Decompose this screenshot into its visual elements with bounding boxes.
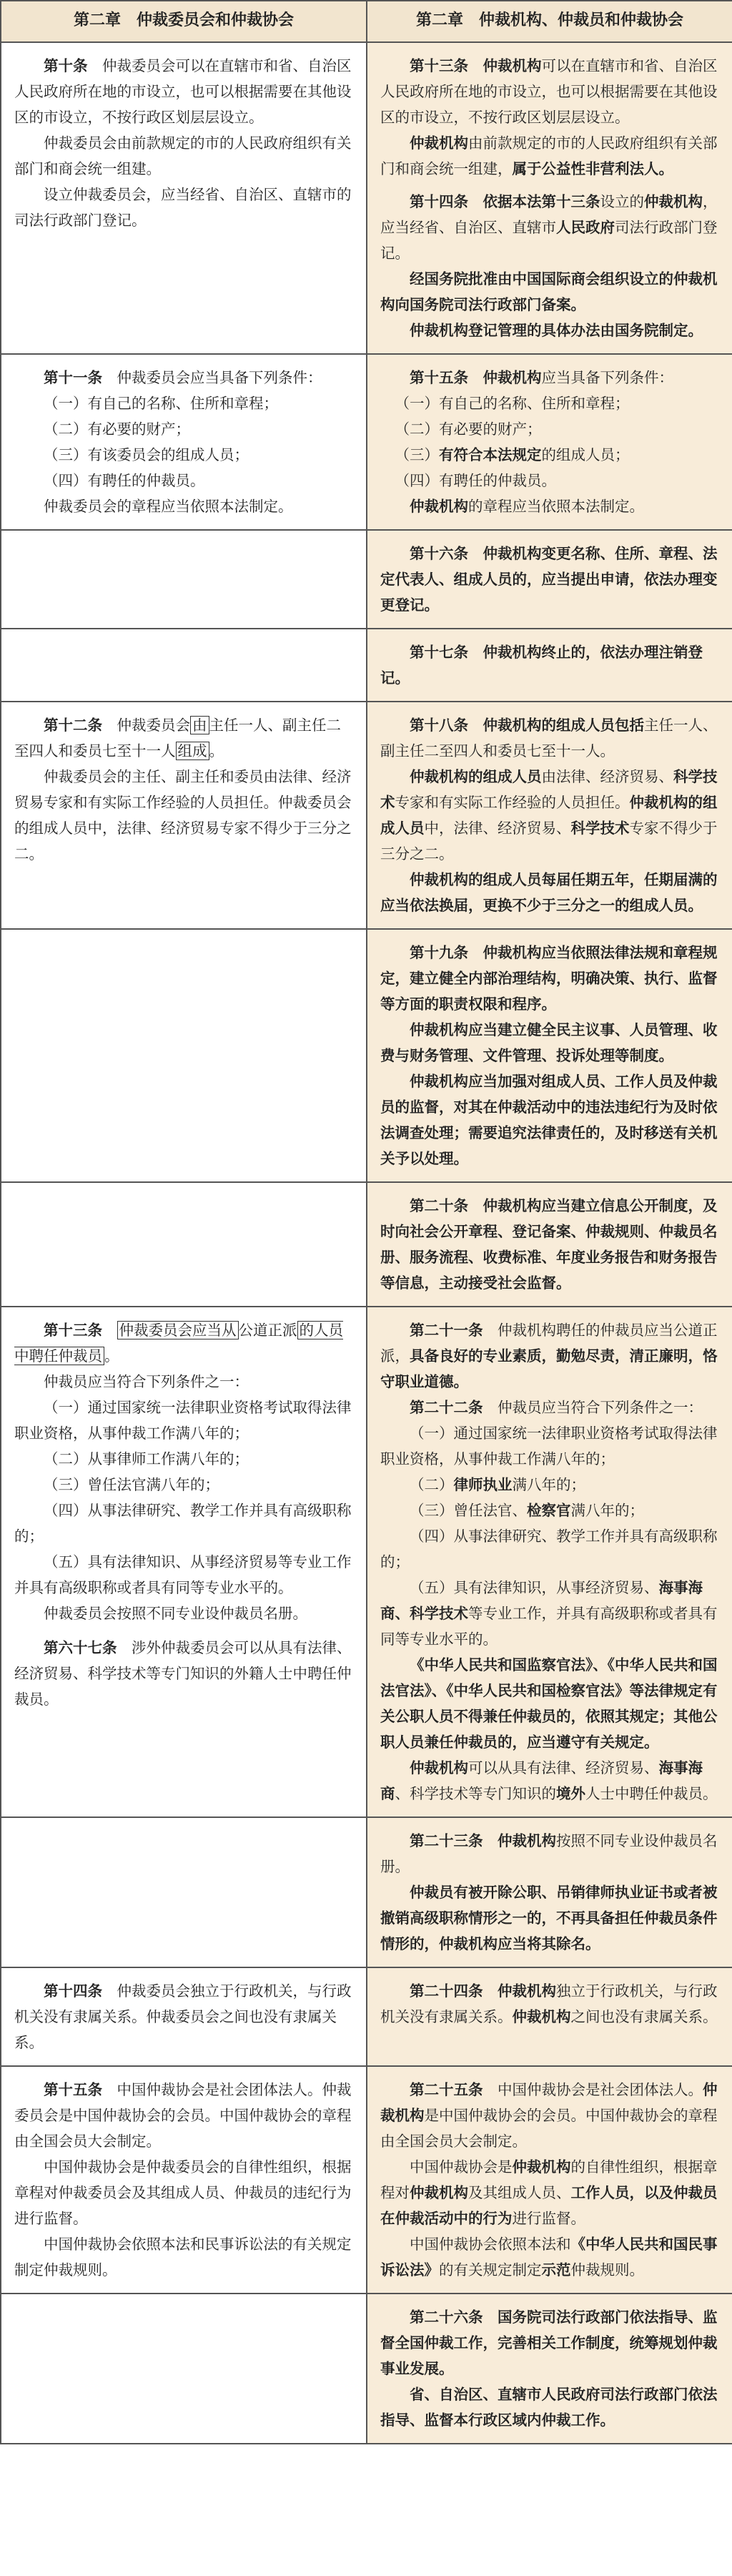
bold-text: 仲裁机构的组成人员: [410, 768, 542, 785]
article-text: 仲裁委员会: [117, 717, 190, 734]
article-text: 仲裁规则。: [570, 2261, 644, 2278]
paragraph: 经国务院批准由中国国际商会组织设立的仲裁机构向国务院司法行政部门备案。: [380, 270, 718, 313]
bold-text: 有符合本法规定: [439, 446, 542, 463]
article-number: 第二十六条: [410, 2309, 483, 2326]
item-text: （五）具有法律知识，从事经济贸易、: [410, 1579, 659, 1596]
article-number: 第二十四条: [410, 1982, 483, 2000]
article-number: 第十五条: [44, 2081, 102, 2098]
deleted-mark: 由: [190, 716, 209, 734]
item-text: 等专业工作，并具有高级职称或者具有同等专业水平的。: [380, 1605, 718, 1648]
paragraph: 中国仲裁协会依照本法和民事诉讼法的有关规定制定仲裁规则。: [14, 2236, 352, 2278]
paragraph: 仲裁委员会按照不同专业设仲裁员名册。: [44, 1605, 307, 1622]
article-text: 仲裁委员会独立于行政机关，与行政机关没有隶属关系。仲裁委员会之间也没有隶属关系。: [14, 1982, 352, 2051]
bold-text: 仲裁机构: [498, 1832, 556, 1849]
bold-text: 仲裁机构的组成人员包括: [483, 717, 644, 734]
old-text-cell: [1, 354, 367, 530]
paragraph: [14, 53, 355, 130]
bold-text: 仲裁机构: [410, 134, 468, 152]
item-text: （二）: [410, 1476, 454, 1493]
article-text: 人士中聘任仲裁员。: [585, 1785, 718, 1802]
paragraph: [380, 764, 721, 867]
article-text: 按照不同专业设仲裁员名册。: [380, 1832, 718, 1875]
article-number: 第十八条: [410, 717, 468, 734]
bold-text: 依据本法第十三条: [483, 193, 600, 210]
list-item: （四）从事法律研究、教学工作并具有高级职称的；: [14, 1502, 352, 1545]
bold-text: 境外: [556, 1785, 585, 1802]
bold-text: 海事海商: [380, 1759, 703, 1802]
bold-text: 人民政府: [556, 219, 615, 236]
paragraph: [380, 541, 721, 618]
old-text-cell-empty: [1, 1817, 367, 1967]
new-text-cell: [367, 629, 732, 702]
paragraph: [380, 1395, 721, 1420]
old-text-cell: [1, 702, 367, 929]
article-text: 仲裁机构终止的，依法办理注销登记。: [380, 644, 703, 687]
article-text: 及其组成人员、: [468, 2184, 571, 2201]
paragraph: 仲裁员有被开除公职、吊销律师执业证书或者被撤销高级职称情形之一的，不再具备担任仲裁员条件情形的，仲裁机构应当将其除名。: [380, 1884, 718, 1952]
article-text: 。: [104, 1347, 119, 1365]
paragraph: 仲裁机构应当建立健全民主议事、人员管理、收费与财务管理、文件管理、投诉处理等制度。: [380, 1021, 718, 1064]
article-text: 专家和有实际工作经验的人员担任。: [395, 794, 630, 811]
article-number: 第十六条: [410, 545, 468, 562]
new-text-cell: [367, 1967, 732, 2066]
bold-text: 仲裁机构: [644, 193, 703, 210]
old-text-cell-empty: [1, 2294, 367, 2444]
new-text-cell: [367, 1817, 732, 1967]
old-text-cell: [1, 1307, 367, 1817]
table-row: [1, 1817, 732, 1967]
article-text: 仲裁员应当符合下列条件之一：: [498, 1399, 703, 1416]
list-item: [380, 1472, 721, 1498]
paragraph: [14, 1317, 355, 1369]
article-number: 第二十二条: [410, 1399, 483, 1416]
new-text-cell: [367, 1182, 732, 1307]
bold-text: 示范: [541, 2261, 571, 2278]
list-item: （五）具有法律知识、从事经济贸易等专业工作并具有高级职称或者具有同等专业水平的。: [14, 1553, 352, 1596]
article-text: 仲裁机构聘任的仲裁员应当公道正派，: [380, 1322, 718, 1365]
article-text: 设立的: [600, 193, 644, 210]
article-number: 第十五条: [410, 369, 468, 386]
bold-text: 仲裁机构: [483, 369, 542, 386]
table-row: [1, 1307, 732, 1817]
bold-text: 科学技术: [380, 768, 718, 811]
article-text: 中国仲裁协会是社会团体法人。: [498, 2081, 703, 2098]
article-text: 国务院司法行政部门依法指导、监督全国仲裁工作，完善相关工作制度，统筹规划仲裁事业发展。: [380, 2309, 718, 2377]
article-text: 独立于行政机关，与行政机关没有隶属关系。: [380, 1982, 718, 2025]
paragraph: [380, 639, 721, 691]
article-number: 第二十三条: [410, 1832, 483, 1849]
list-item: （一）有自己的名称、住所和章程；: [395, 395, 630, 412]
list-item: [380, 1498, 721, 1523]
item-text: 满八年的；: [570, 1502, 644, 1519]
item-text: 的组成人员；: [541, 446, 630, 463]
article-number: 第十三条: [44, 1322, 102, 1339]
article-number: 第十四条: [44, 1982, 102, 2000]
paragraph: [380, 1755, 721, 1806]
bold-text: 《中华人民共和国民事诉讼法》: [380, 2236, 718, 2278]
list-item: （四）有聘任的仲裁员。: [44, 472, 205, 489]
article-text: 是中国仲裁协会的会员。中国仲裁协会的章程由全国会员大会制定。: [380, 2107, 718, 2150]
list-item: （一）通过国家统一法律职业资格考试取得法律职业资格，从事仲裁工作满八年的；: [380, 1425, 718, 1468]
bold-text: 律师执业: [453, 1476, 513, 1493]
deleted-mark: 组成: [176, 742, 209, 760]
bold-text: 仲裁机构: [380, 2081, 718, 2124]
article-text: 专家不得少于三分之二。: [380, 820, 718, 862]
table-row: [1, 2066, 732, 2294]
header-row: [1, 1, 732, 42]
article-text: 仲裁委员会可以在直辖市和省、自治区人民政府所在地的市设立，也可以根据需要在其他设区的市设立，不按行政区划层层设立。: [14, 57, 352, 126]
table-row: [1, 42, 732, 354]
table-row: [1, 2294, 732, 2444]
paragraph: 仲裁委员会的主任、副主任和委员由法律、经济贸易专家和有实际工作经验的人员担任。仲裁委员会的组成人员中，法律、经济贸易专家不得少于三分之二。: [14, 768, 352, 862]
paragraph: [380, 712, 721, 764]
paragraph: 设立仲裁委员会，应当经省、自治区、直辖市的司法行政部门登记。: [14, 186, 352, 229]
article-text: 主任一人、副主任二至四人和委员七至十一人: [14, 717, 341, 759]
paragraph: [14, 712, 355, 764]
list-item: （三）曾任法官满八年的；: [44, 1476, 219, 1493]
old-text-cell: [1, 2066, 367, 2294]
bold-text: 海事海商、科学技术: [380, 1579, 703, 1622]
bold-text: 具备良好的专业素质，勤勉尽责，清正廉明，恪守职业道德。: [380, 1347, 718, 1390]
article-text: 仲裁机构应当依照法律法规和章程规定，建立健全内部治理结构，明确决策、执行、监督等方面的职责权限和程序。: [380, 944, 718, 1013]
table-row: [1, 1182, 732, 1307]
paragraph: [380, 2077, 721, 2154]
list-item: （四）有聘任的仲裁员。: [395, 472, 556, 489]
article-text: 仲裁委员会应当具备下列条件：: [117, 369, 322, 386]
paragraph: [380, 940, 721, 1017]
paragraph: 《中华人民共和国监察官法》、《中华人民共和国法官法》、《中华人民共和国检察官法》等法律规定有关公职人员不得兼任仲裁员的，依照其规定；其他公职人员兼任仲裁员的，应当遵守有关规定。: [380, 1656, 718, 1751]
table-row: [1, 530, 732, 629]
table-row: [1, 354, 732, 530]
bold-text: 检察官: [527, 1502, 571, 1519]
article-number: 第十三条: [410, 57, 468, 74]
paragraph: [14, 2077, 355, 2154]
new-text-cell: [367, 530, 732, 629]
deleted-mark: 仲裁委员会应当从: [117, 1321, 239, 1339]
paragraph: [380, 2154, 721, 2231]
article-number: 第二十条: [410, 1197, 468, 1214]
article-text: 由法律、经济贸易、: [541, 768, 673, 785]
table-row: [1, 929, 732, 1182]
article-text: 仲裁机构应当建立信息公开制度，及时向社会公开章程、登记备案、仲裁规则、仲裁员名册、服务流程、收费标准、年度业务报告和财务报告等信息，主动接受社会监督。: [380, 1197, 718, 1292]
article-text: 公道正派: [238, 1322, 297, 1339]
paragraph: [380, 1828, 721, 1879]
article-text: 的有关规定制定: [439, 2261, 542, 2278]
paragraph: [380, 493, 721, 519]
paragraph: 仲裁委员会由前款规定的市的人民政府组织有关部门和商会统一组建。: [14, 134, 352, 177]
paragraph: 仲裁机构登记管理的具体办法由国务院制定。: [410, 322, 703, 339]
article-text: 中国仲裁协会依照本法和: [410, 2236, 571, 2253]
list-item: （一）通过国家统一法律职业资格考试取得法律职业资格，从事仲裁工作满八年的；: [14, 1399, 352, 1442]
paragraph: 中国仲裁协会是仲裁委员会的自律性组织，根据章程对仲裁委员会及其组成人员、仲裁员的违纪行为进行监督。: [14, 2158, 352, 2227]
paragraph: [380, 2231, 721, 2283]
paragraph: [380, 365, 721, 390]
paragraph: [380, 1193, 721, 1296]
old-text-cell-empty: [1, 1182, 367, 1307]
article-text: 中，法律、经济贸易、: [424, 820, 571, 837]
deleted-mark: 的人员中聘任仲裁员: [14, 1322, 343, 1365]
old-text-cell-empty: [1, 530, 367, 629]
article-text: 主任一人、副主任二至四人和委员七至十一人。: [380, 717, 718, 759]
paragraph: [14, 1978, 355, 2055]
article-number: 第十九条: [410, 944, 468, 961]
article-text: 涉外仲裁委员会可以从具有法律、经济贸易、科学技术等专门知识的外籍人士中聘任仲裁员。: [14, 1639, 352, 1708]
new-text-cell: [367, 2066, 732, 2294]
table-row: [1, 1967, 732, 2066]
article-text: 、科学技术等专门知识的: [395, 1785, 556, 1802]
bold-text: 仲裁机构的组成人员: [380, 794, 718, 837]
paragraph: [380, 130, 721, 182]
paragraph: 省、自治区、直辖市人民政府司法行政部门依法指导、监督本行政区域内仲裁工作。: [380, 2386, 718, 2429]
new-text-cell: [367, 1307, 732, 1817]
list-item: （一）有自己的名称、住所和章程；: [44, 395, 278, 412]
table-row: [1, 702, 732, 929]
article-text: 司法行政部门登记。: [380, 219, 718, 262]
list-item: （二）从事律师工作满八年的；: [44, 1450, 249, 1468]
paragraph: [14, 365, 355, 390]
paragraph: [380, 53, 721, 130]
new-text-cell: [367, 42, 732, 354]
new-text-cell: [367, 702, 732, 929]
bold-text: 工作人员，以及仲裁员在仲裁活动中的行为: [380, 2184, 718, 2227]
article-text: 可以从具有法律、经济贸易、: [468, 1759, 659, 1776]
article-number: 第十一条: [44, 369, 102, 386]
article-number: 第十二条: [44, 717, 102, 734]
new-text-cell: [367, 2294, 732, 2444]
paragraph: 仲裁委员会的章程应当依照本法制定。: [44, 498, 293, 515]
paragraph: [14, 1635, 355, 1712]
article-text: 由前款规定的市的人民政府组织有关部门和商会统一组建，: [380, 134, 718, 177]
article-text: 进行监督。: [512, 2210, 585, 2227]
article-number: 第二十五条: [410, 2081, 483, 2098]
new-text-cell: [367, 929, 732, 1182]
header-right: 第二章 仲裁机构、仲裁员和仲裁协会: [367, 1, 732, 42]
list-item: （二）有必要的财产；: [395, 421, 542, 438]
article-number: 第二十一条: [410, 1322, 483, 1339]
old-text-cell: [1, 42, 367, 354]
item-text: 满八年的；: [512, 1476, 585, 1493]
article-text: ，应当经省、自治区、直辖市: [380, 193, 718, 236]
article-text: 仲裁机构变更名称、住所、章程、法定代表人、组成人员的，应当提出申请，依法办理变更登记。: [380, 545, 718, 614]
article-number: 第十条: [44, 57, 88, 74]
item-text: （三）: [395, 446, 439, 463]
table-row: [1, 629, 732, 702]
old-text-cell-empty: [1, 929, 367, 1182]
bold-text: 仲裁机构: [410, 2184, 468, 2201]
article-text: 中国仲裁协会是: [410, 2158, 513, 2176]
paragraph: [380, 1317, 721, 1395]
bold-text: 属于公益性非营利法人。: [512, 160, 673, 177]
paragraph: [380, 1978, 721, 2030]
bold-text: 仲裁机构: [498, 1982, 556, 2000]
list-item: （四）从事法律研究、教学工作并具有高级职称的；: [380, 1528, 718, 1570]
old-text-cell-empty: [1, 629, 367, 702]
paragraph: 仲裁机构应当加强对组成人员、工作人员及仲裁员的监督，对其在仲裁活动中的违法违纪行为及时依法调查处理；需要追究法律责任的，及时移送有关机关予以处理。: [380, 1073, 718, 1167]
article-number: 第六十七条: [44, 1639, 117, 1656]
bold-text: 仲裁机构: [512, 2008, 571, 2025]
list-item: [380, 1575, 721, 1652]
list-item: （二）有必要的财产；: [44, 421, 190, 438]
paragraph: [380, 189, 721, 266]
article-number: 第十七条: [410, 644, 468, 661]
new-text-cell: [367, 354, 732, 530]
article-text: 中国仲裁协会是社会团体法人。仲裁委员会是中国仲裁协会的会员。中国仲裁协会的章程由全国会员大会制定。: [14, 2081, 352, 2150]
paragraph: 仲裁机构的组成人员每届任期五年，任期届满的应当依法换届，更换不少于三分之一的组成人员。: [380, 871, 718, 914]
paragraph: [380, 2304, 721, 2381]
bold-text: 仲裁机构: [512, 2158, 571, 2176]
list-item: [380, 442, 721, 468]
bold-text: 科学技术: [570, 820, 630, 837]
item-text: （三）曾任法官、: [410, 1502, 527, 1519]
bold-text: 仲裁机构: [410, 498, 468, 515]
list-item: （三）有该委员会的组成人员；: [44, 446, 249, 463]
article-text: 。: [209, 742, 224, 759]
article-text: 可以在直辖市和省、自治区人民政府所在地的市设立，也可以根据需要在其他设区的市设立，不按行政区划层层设立。: [380, 57, 718, 126]
article-text: 的章程应当依照本法制定。: [468, 498, 644, 515]
article-text: 之间也没有隶属关系。: [570, 2008, 718, 2025]
article-number: 第十四条: [410, 193, 468, 210]
bold-text: 仲裁机构: [483, 57, 542, 74]
old-text-cell: [1, 1967, 367, 2066]
article-text: 应当具备下列条件：: [541, 369, 673, 386]
header-left: 第二章 仲裁委员会和仲裁协会: [1, 1, 367, 42]
paragraph: 仲裁员应当符合下列条件之一：: [44, 1373, 249, 1390]
bold-text: 仲裁机构: [410, 1759, 468, 1776]
article-text: 的自律性组织，根据章程对: [380, 2158, 718, 2201]
